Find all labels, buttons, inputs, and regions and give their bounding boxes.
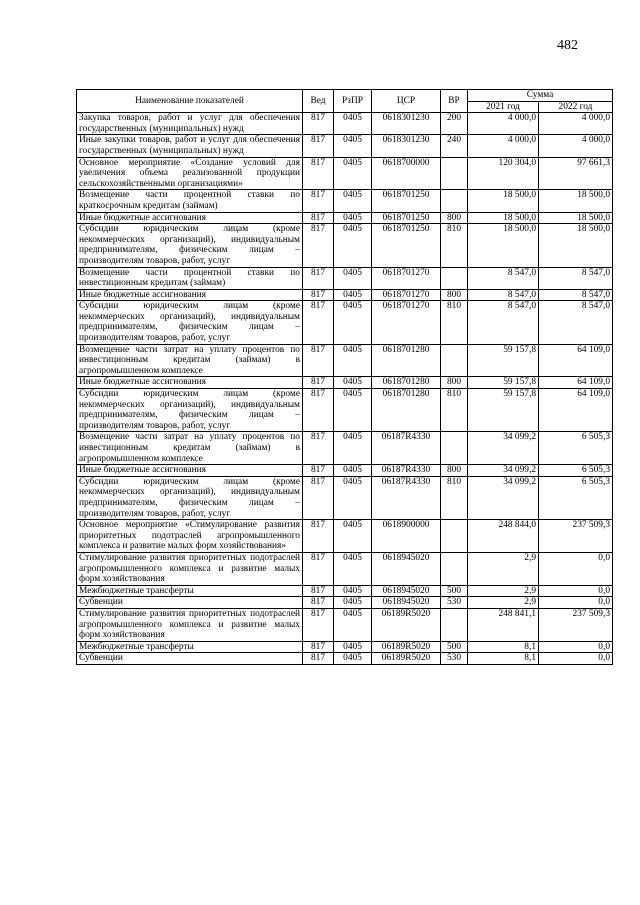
cell-csr: 0618900000 <box>372 520 441 553</box>
cell-ved: 817 <box>303 377 334 389</box>
cell-name: Закупка товаров, работ и услуг для обеспечения государственных (муниципальных) нужд <box>77 113 303 135</box>
cell-sum-2021: 4 000,0 <box>468 113 539 135</box>
table-row <box>77 212 613 224</box>
cell-rzpr: 0405 <box>334 608 372 641</box>
cell-sum-2021: 248 844,0 <box>468 520 539 553</box>
cell-name: Иные бюджетные ассигнования <box>77 377 303 389</box>
cell-sum-2021: 2,9 <box>468 552 539 585</box>
cell-sum-2021: 59 157,8 <box>468 344 539 377</box>
cell-name: Стимулирование развития приоритетных подотраслей агропромышленного комплекса и развитие малых форм хозяйствования <box>77 608 303 641</box>
cell-name: Возмещение части затрат на уплату процентов по инвестиционным кредитам (займам) в агропромышленном комплексе <box>77 344 303 377</box>
cell-sum-2021: 34 099,2 <box>468 476 539 519</box>
cell-ved: 817 <box>303 641 334 653</box>
cell-rzpr: 0405 <box>334 135 372 157</box>
cell-name: Иные закупки товаров, работ и услуг для обеспечения государственных (муниципальных) нужд <box>77 135 303 157</box>
cell-rzpr: 0405 <box>334 552 372 585</box>
cell-sum-2021: 248 841,1 <box>468 608 539 641</box>
cell-rzpr: 0405 <box>334 267 372 289</box>
cell-sum-2021: 8,1 <box>468 653 539 665</box>
cell-csr: 0618945020 <box>372 552 441 585</box>
cell-sum-2022: 18 500,0 <box>539 190 613 212</box>
cell-rzpr: 0405 <box>334 585 372 597</box>
cell-ved: 817 <box>303 135 334 157</box>
cell-sum-2022: 8 547,0 <box>539 301 613 344</box>
cell-sum-2022: 237 509,3 <box>539 520 613 553</box>
cell-rzpr: 0405 <box>334 212 372 224</box>
cell-csr: 06189R5020 <box>372 608 441 641</box>
table-row <box>77 301 613 344</box>
cell-vr: 240 <box>441 135 468 157</box>
table-row <box>77 608 613 641</box>
cell-ved: 817 <box>303 585 334 597</box>
cell-csr: 06187R4330 <box>372 432 441 465</box>
header-year-2021: 2021 год <box>468 101 539 113</box>
cell-vr <box>441 267 468 289</box>
cell-name: Субсидии юридическим лицам (кроме некоммерческих организаций), индивидуальным предпринимателям, физическим лицам – производителям товаров, работ, услуг <box>77 476 303 519</box>
cell-name: Субсидии юридическим лицам (кроме некоммерческих организаций), индивидуальным предпринимателям, физическим лицам – производителям товаров, работ, услуг <box>77 301 303 344</box>
table-body <box>77 113 613 665</box>
cell-rzpr: 0405 <box>334 432 372 465</box>
cell-name: Основное мероприятие «Стимулирование развития приоритетных подотраслей агропромышленного комплекса и развитие малых форм хозяйствования» <box>77 520 303 553</box>
table-row <box>77 344 613 377</box>
cell-ved: 817 <box>303 289 334 301</box>
cell-sum-2021: 120 304,0 <box>468 157 539 190</box>
cell-sum-2021: 34 099,2 <box>468 465 539 477</box>
cell-ved: 817 <box>303 190 334 212</box>
cell-csr: 0618301230 <box>372 113 441 135</box>
cell-sum-2022: 0,0 <box>539 597 613 609</box>
cell-rzpr: 0405 <box>334 377 372 389</box>
cell-rzpr: 0405 <box>334 641 372 653</box>
cell-sum-2022: 4 000,0 <box>539 113 613 135</box>
cell-sum-2022: 8 547,0 <box>539 267 613 289</box>
cell-rzpr: 0405 <box>334 157 372 190</box>
cell-ved: 817 <box>303 608 334 641</box>
cell-sum-2021: 8 547,0 <box>468 301 539 344</box>
cell-csr: 0618700000 <box>372 157 441 190</box>
cell-csr: 06189R5020 <box>372 641 441 653</box>
cell-csr: 0618701280 <box>372 344 441 377</box>
cell-rzpr: 0405 <box>334 224 372 267</box>
header-vr: ВР <box>441 90 468 113</box>
header-rzpr: РзПР <box>334 90 372 113</box>
cell-vr: 200 <box>441 113 468 135</box>
table-row <box>77 135 613 157</box>
cell-ved: 817 <box>303 301 334 344</box>
cell-ved: 817 <box>303 476 334 519</box>
cell-sum-2022: 64 109,0 <box>539 389 613 432</box>
cell-sum-2021: 18 500,0 <box>468 190 539 212</box>
cell-sum-2022: 6 505,3 <box>539 476 613 519</box>
cell-vr: 530 <box>441 597 468 609</box>
cell-sum-2022: 8 547,0 <box>539 289 613 301</box>
cell-name: Иные бюджетные ассигнования <box>77 289 303 301</box>
cell-sum-2022: 6 505,3 <box>539 465 613 477</box>
table-row <box>77 224 613 267</box>
cell-name: Субвенции <box>77 597 303 609</box>
cell-rzpr: 0405 <box>334 389 372 432</box>
cell-sum-2022: 18 500,0 <box>539 224 613 267</box>
cell-sum-2022: 0,0 <box>539 653 613 665</box>
table-row <box>77 520 613 553</box>
cell-csr: 0618945020 <box>372 585 441 597</box>
cell-name: Субсидии юридическим лицам (кроме некоммерческих организаций), индивидуальным предпринимателям, физическим лицам – производителям товаров, работ, услуг <box>77 224 303 267</box>
cell-ved: 817 <box>303 432 334 465</box>
table-row <box>77 465 613 477</box>
cell-rzpr: 0405 <box>334 465 372 477</box>
cell-sum-2021: 59 157,8 <box>468 389 539 432</box>
cell-rzpr: 0405 <box>334 344 372 377</box>
cell-sum-2021: 34 099,2 <box>468 432 539 465</box>
table-row <box>77 597 613 609</box>
cell-rzpr: 0405 <box>334 597 372 609</box>
cell-sum-2022: 97 661,3 <box>539 157 613 190</box>
header-ved: Вед <box>303 90 334 113</box>
cell-sum-2022: 237 509,3 <box>539 608 613 641</box>
cell-sum-2021: 18 500,0 <box>468 212 539 224</box>
cell-ved: 817 <box>303 465 334 477</box>
cell-rzpr: 0405 <box>334 653 372 665</box>
cell-vr <box>441 520 468 553</box>
cell-ved: 817 <box>303 212 334 224</box>
table-row <box>77 267 613 289</box>
cell-rzpr: 0405 <box>334 113 372 135</box>
cell-name: Возмещение части процентной ставки по краткосрочным кредитам (займам) <box>77 190 303 212</box>
cell-sum-2021: 8 547,0 <box>468 289 539 301</box>
cell-rzpr: 0405 <box>334 520 372 553</box>
cell-ved: 817 <box>303 113 334 135</box>
table-row <box>77 641 613 653</box>
cell-name: Субвенции <box>77 653 303 665</box>
cell-rzpr: 0405 <box>334 476 372 519</box>
table-row <box>77 585 613 597</box>
cell-name: Субсидии юридическим лицам (кроме некоммерческих организаций), индивидуальным предпринимателям, физическим лицам – производителям товаров, работ, услуг <box>77 389 303 432</box>
cell-csr: 06187R4330 <box>372 476 441 519</box>
cell-sum-2021: 59 157,8 <box>468 377 539 389</box>
cell-name: Возмещение части затрат на уплату процентов по инвестиционным кредитам (займам) в агропромышленном комплексе <box>77 432 303 465</box>
table-row <box>77 289 613 301</box>
table-row <box>77 653 613 665</box>
cell-ved: 817 <box>303 653 334 665</box>
cell-vr <box>441 432 468 465</box>
cell-vr: 500 <box>441 585 468 597</box>
cell-csr: 0618701250 <box>372 224 441 267</box>
cell-sum-2022: 0,0 <box>539 552 613 585</box>
table-row <box>77 377 613 389</box>
cell-sum-2021: 2,9 <box>468 585 539 597</box>
cell-sum-2022: 0,0 <box>539 585 613 597</box>
cell-sum-2022: 64 109,0 <box>539 344 613 377</box>
cell-sum-2021: 8 547,0 <box>468 267 539 289</box>
table-header <box>77 90 613 113</box>
cell-csr: 0618701280 <box>372 377 441 389</box>
cell-vr: 500 <box>441 641 468 653</box>
cell-sum-2022: 18 500,0 <box>539 212 613 224</box>
header-sum: Сумма <box>468 90 613 102</box>
header-csr: ЦСР <box>372 90 441 113</box>
header-year-2022: 2022 год <box>539 101 613 113</box>
cell-ved: 817 <box>303 224 334 267</box>
cell-name: Межбюджетные трансферты <box>77 641 303 653</box>
cell-name: Иные бюджетные ассигнования <box>77 212 303 224</box>
table-row <box>77 113 613 135</box>
cell-ved: 817 <box>303 597 334 609</box>
cell-ved: 817 <box>303 520 334 553</box>
cell-vr <box>441 190 468 212</box>
cell-vr: 530 <box>441 653 468 665</box>
header-name: Наименование показателей <box>77 90 303 113</box>
cell-vr: 800 <box>441 212 468 224</box>
cell-ved: 817 <box>303 552 334 585</box>
cell-csr: 0618945020 <box>372 597 441 609</box>
table-row <box>77 389 613 432</box>
cell-name: Стимулирование развития приоритетных подотраслей агропромышленного комплекса и развитие малых форм хозяйствования <box>77 552 303 585</box>
cell-csr: 06187R4330 <box>372 465 441 477</box>
cell-vr <box>441 344 468 377</box>
cell-ved: 817 <box>303 157 334 190</box>
page-number: 482 <box>557 38 578 53</box>
cell-csr: 0618701280 <box>372 389 441 432</box>
cell-vr: 800 <box>441 377 468 389</box>
cell-rzpr: 0405 <box>334 301 372 344</box>
cell-vr <box>441 157 468 190</box>
cell-sum-2021: 18 500,0 <box>468 224 539 267</box>
cell-name: Возмещение части процентной ставки по инвестиционным кредитам (займам) <box>77 267 303 289</box>
cell-ved: 817 <box>303 344 334 377</box>
cell-csr: 0618701270 <box>372 289 441 301</box>
cell-name: Иные бюджетные ассигнования <box>77 465 303 477</box>
cell-vr: 810 <box>441 389 468 432</box>
cell-csr: 06189R5020 <box>372 653 441 665</box>
cell-rzpr: 0405 <box>334 190 372 212</box>
cell-vr: 800 <box>441 289 468 301</box>
cell-sum-2022: 64 109,0 <box>539 377 613 389</box>
cell-vr: 810 <box>441 476 468 519</box>
cell-csr: 0618701270 <box>372 267 441 289</box>
cell-sum-2022: 6 505,3 <box>539 432 613 465</box>
cell-sum-2022: 4 000,0 <box>539 135 613 157</box>
cell-sum-2021: 4 000,0 <box>468 135 539 157</box>
budget-table <box>76 89 613 665</box>
table-row <box>77 476 613 519</box>
cell-sum-2022: 0,0 <box>539 641 613 653</box>
cell-vr: 810 <box>441 224 468 267</box>
cell-ved: 817 <box>303 389 334 432</box>
table-row <box>77 190 613 212</box>
cell-sum-2021: 2,9 <box>468 597 539 609</box>
cell-csr: 0618701270 <box>372 301 441 344</box>
cell-vr <box>441 552 468 585</box>
cell-csr: 0618701250 <box>372 212 441 224</box>
cell-name: Основное мероприятие «Создание условий для увеличения объема реализованной продукции сельскохозяйственными организациями» <box>77 157 303 190</box>
table-row <box>77 432 613 465</box>
cell-sum-2021: 8,1 <box>468 641 539 653</box>
cell-name: Межбюджетные трансферты <box>77 585 303 597</box>
table-row <box>77 157 613 190</box>
cell-csr: 0618701250 <box>372 190 441 212</box>
cell-vr: 810 <box>441 301 468 344</box>
cell-vr: 800 <box>441 465 468 477</box>
cell-ved: 817 <box>303 267 334 289</box>
cell-rzpr: 0405 <box>334 289 372 301</box>
table-row <box>77 552 613 585</box>
cell-vr <box>441 608 468 641</box>
cell-csr: 0618301230 <box>372 135 441 157</box>
